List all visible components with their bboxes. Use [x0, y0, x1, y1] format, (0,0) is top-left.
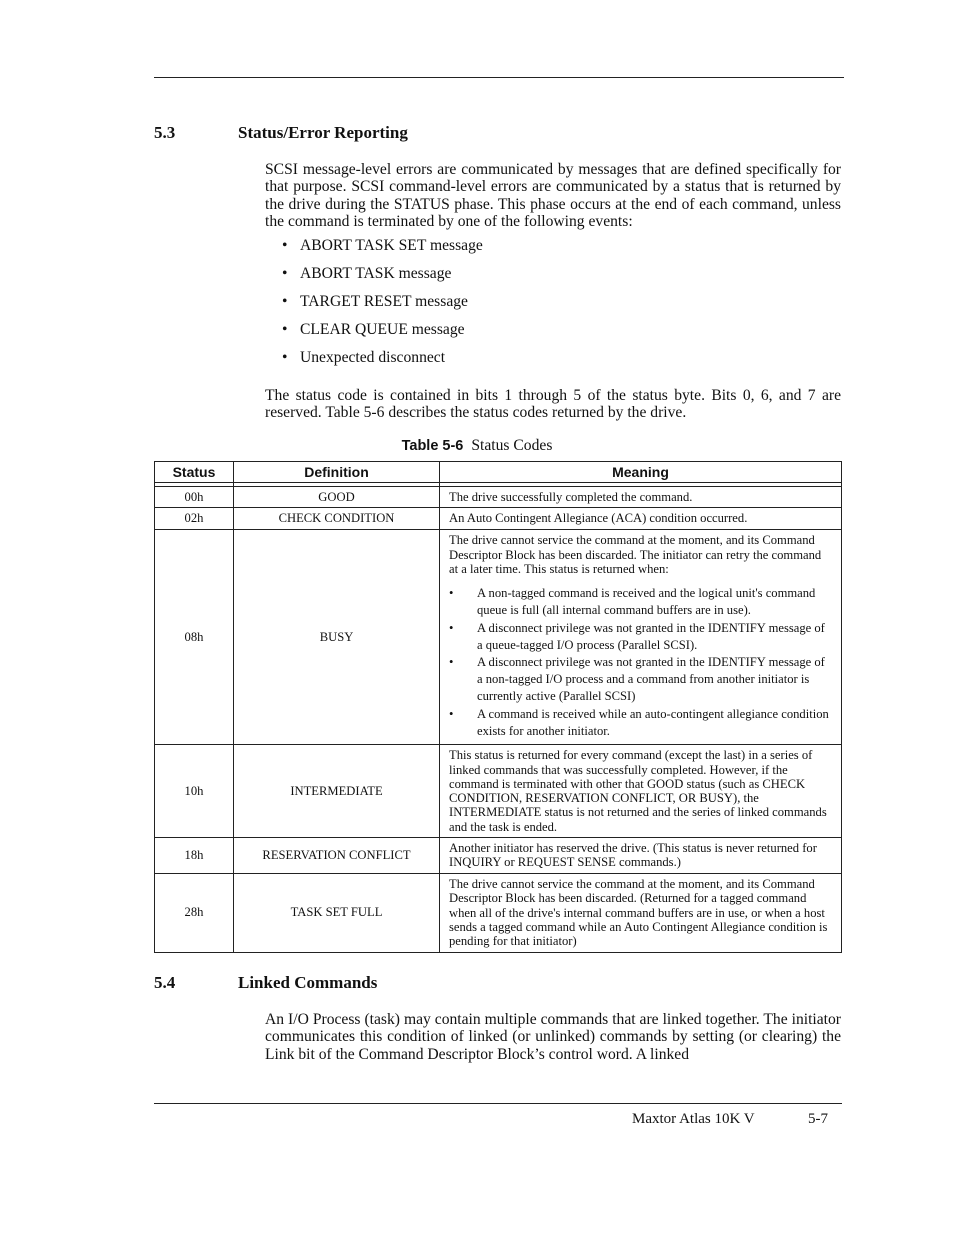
section-number: 5.4	[154, 973, 176, 992]
table-row	[155, 838, 842, 874]
table-row	[155, 508, 842, 530]
table-caption	[0, 437, 954, 455]
table-row	[155, 874, 842, 952]
status-cell: 28h	[155, 874, 234, 952]
status-cell: 18h	[155, 838, 234, 874]
table-caption-text: Status Codes	[471, 437, 553, 454]
list-item: • A command is received while an auto-contingent allegiance condition exists for another initiator.	[449, 706, 829, 738]
footer-product: Maxtor Atlas 10K V	[632, 1111, 755, 1127]
section-title: Linked Commands	[238, 973, 378, 992]
header-meaning: Meaning	[440, 462, 842, 483]
list-item: • Unexpected disconnect	[282, 349, 446, 366]
intro-paragraph: SCSI message-level errors are communicated by messages that are defined specifically for that purpose. SCSI command-level errors are communicated by a status that is returned by the drive during the STATUS phase. This phase occurs at the end of each command, unless the command is terminated by one of the following events:	[265, 161, 841, 230]
section-number: 5.3	[154, 123, 176, 142]
meaning-cell	[440, 530, 842, 745]
linked-commands-paragraph: An I/O Process (task) may contain multiple commands that are linked together. The initiator communicates this condition of linked (or unlinked) commands by setting (or clearing) the Link bit of the Command Descriptor Block’s control word. A linked	[265, 1011, 841, 1063]
meaning-cell: This status is returned for every command (except the last) in a series of linked commands that was successfully completed. However, if the command is terminated with other that GOOD status (such as CHECK CONDITION, RESERVATION CONFLICT, OR BUSY), the INTERMEDIATE status is not returned and the series of linked commands and the task is ended.	[440, 745, 842, 838]
bottom-rule	[154, 1103, 842, 1104]
definition-cell: RESERVATION CONFLICT	[234, 838, 440, 874]
status-cell: 00h	[155, 487, 234, 508]
table-row	[155, 745, 842, 838]
busy-conditions-list	[449, 585, 833, 740]
meaning-cell: Another initiator has reserved the drive. (This status is never returned for INQUIRY or REQUEST SENSE commands.)	[440, 838, 842, 874]
definition-cell: BUSY	[234, 530, 440, 745]
list-item: • A disconnect privilege was not granted in the IDENTIFY message of a non-tagged I/O process and a command from another initiator is currently active (Parallel SCSI)	[449, 655, 825, 704]
table-row	[155, 530, 842, 745]
table-header-row	[155, 462, 842, 483]
table-label: Table 5-6	[401, 438, 464, 454]
header-definition: Definition	[234, 462, 440, 483]
status-cell: 10h	[155, 745, 234, 838]
meaning-cell: The drive successfully completed the command.	[440, 487, 842, 508]
list-item: • A disconnect privilege was not granted in the IDENTIFY message of a queue-tagged I/O process (Parallel SCSI).	[449, 620, 825, 652]
list-item: • ABORT TASK SET message	[282, 237, 483, 254]
status-codes-table	[154, 461, 842, 953]
status-cell: 02h	[155, 508, 234, 530]
meaning-text: The drive cannot service the command at the moment, and its Command Descriptor Block has been discarded. The initiator can retry the command at a later time. This status is returned when:	[449, 533, 822, 576]
status-code-paragraph: The status code is contained in bits 1 through 5 of the status byte. Bits 0, 6, and 7 are reserved. Table 5-6 describes the status codes returned by the drive.	[265, 387, 841, 422]
status-cell: 08h	[155, 530, 234, 745]
table-row	[155, 487, 842, 508]
meaning-cell: The drive cannot service the command at the moment, and its Command Descriptor Block has been discarded. (Returned for a tagged command when all of the drive's internal command buffers are in use, or when a host sends a tagged command while an Auto Contingent Allegiance condition is pending for that initiator)	[440, 874, 842, 952]
definition-cell: GOOD	[234, 487, 440, 508]
definition-cell: TASK SET FULL	[234, 874, 440, 952]
meaning-cell: An Auto Contingent Allegiance (ACA) condition occurred.	[440, 508, 842, 530]
list-item: • ABORT TASK message	[282, 265, 452, 282]
definition-cell: INTERMEDIATE	[234, 745, 440, 838]
list-item: • A non-tagged command is received and the logical unit's command queue is full (all internal command buffers are in use).	[449, 586, 816, 618]
header-status: Status	[155, 462, 234, 483]
list-item: • CLEAR QUEUE message	[282, 321, 465, 338]
definition-cell: CHECK CONDITION	[234, 508, 440, 530]
terminating-events-list	[282, 236, 483, 376]
list-item: • TARGET RESET message	[282, 293, 468, 310]
top-rule	[154, 77, 844, 78]
section-title: Status/Error Reporting	[238, 123, 408, 142]
footer-page-number: 5-7	[808, 1111, 828, 1127]
